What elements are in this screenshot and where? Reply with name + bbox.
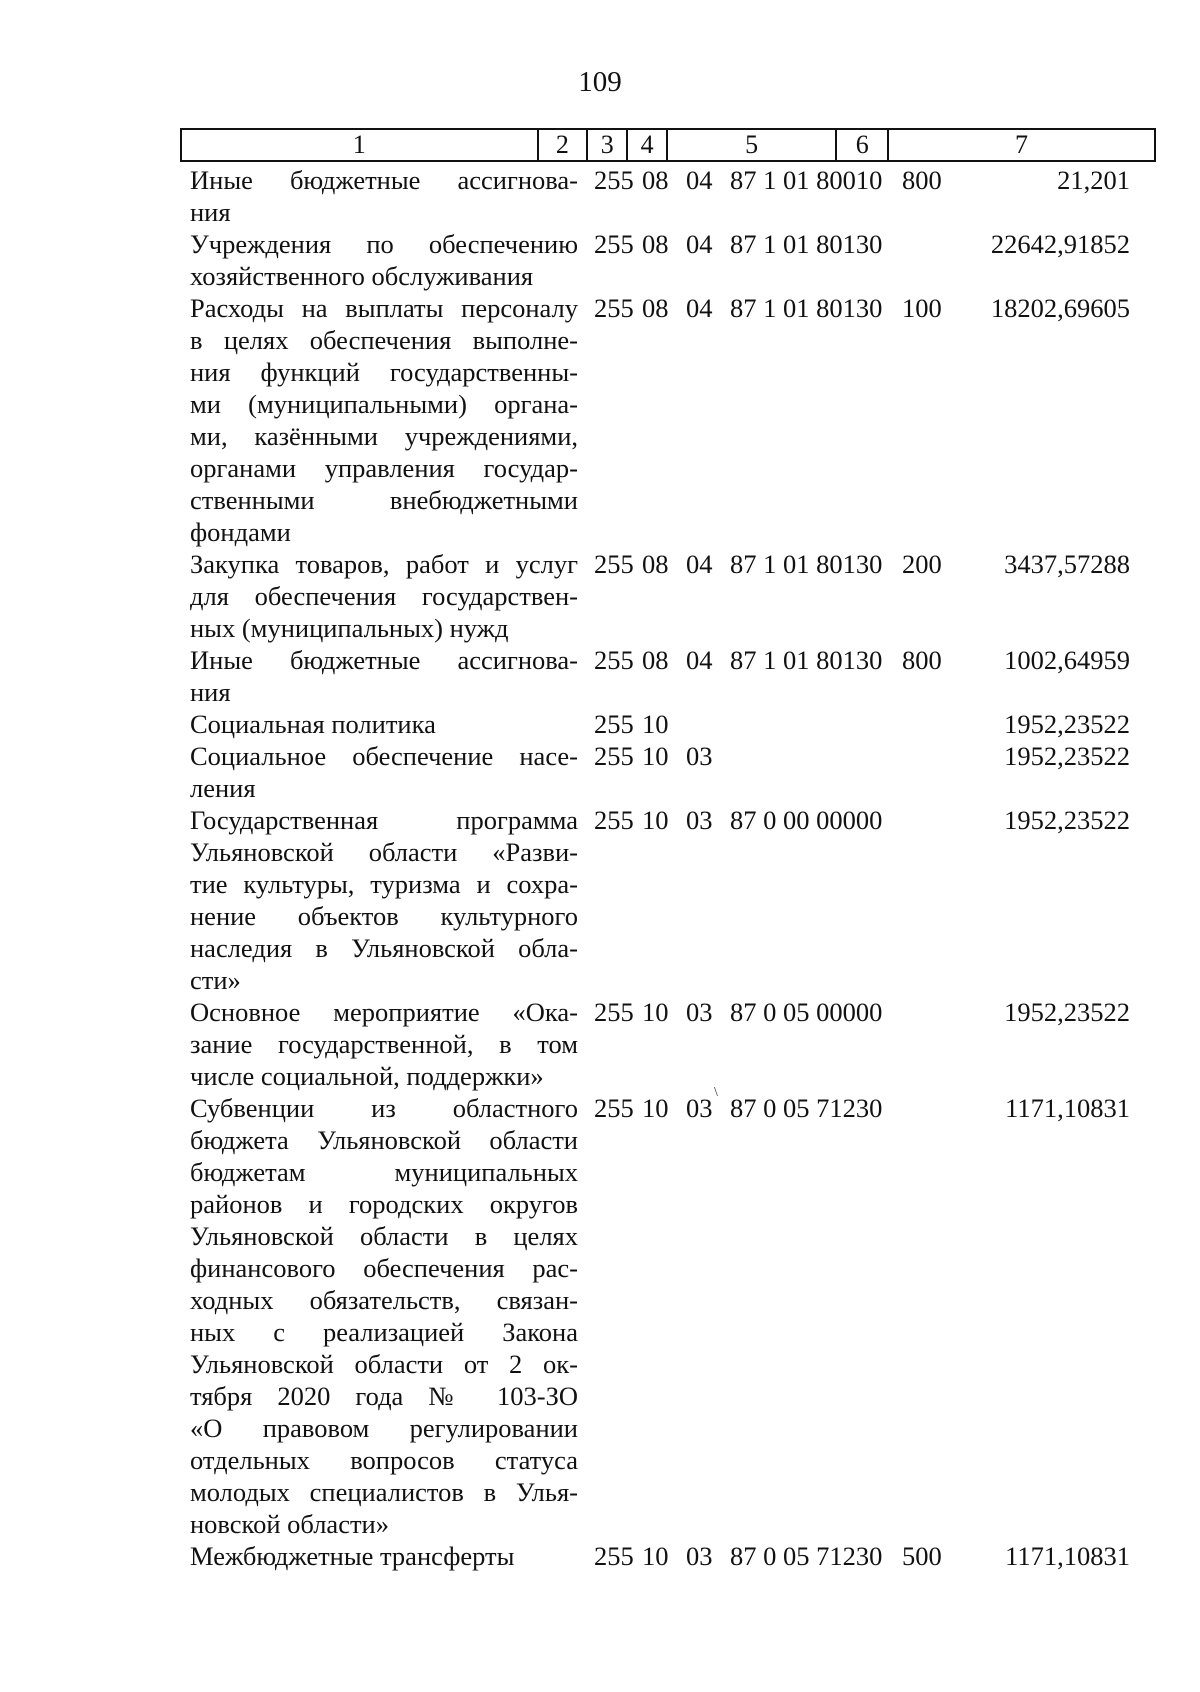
row-col-7: 1952,23522 bbox=[1004, 709, 1130, 739]
row-col-5: 87 1 01 80130 bbox=[730, 549, 883, 579]
row-name-line: Межбюджетные трансферты bbox=[190, 1541, 515, 1571]
row-name bbox=[190, 996, 578, 1092]
row-name-line: тие культуры, туризма и сохра- bbox=[190, 869, 578, 899]
row-col-5: 87 1 01 80010 bbox=[730, 165, 883, 195]
row-col-3: 10 bbox=[642, 997, 669, 1027]
table-row bbox=[190, 1540, 1190, 1572]
row-name-line: ния функций государственны- bbox=[190, 357, 578, 387]
row-name-line: для обеспечения государствен- bbox=[190, 581, 578, 611]
row-col-3: 08 bbox=[642, 293, 669, 323]
row-name-line: хозяйственного обслуживания bbox=[190, 261, 534, 291]
row-name-line: Закупка товаров, работ и услуг bbox=[190, 549, 578, 579]
row-col-3: 10 bbox=[642, 741, 669, 771]
row-name-line: Основное мероприятие «Ока- bbox=[190, 997, 578, 1027]
row-name bbox=[190, 1092, 578, 1540]
table-body bbox=[190, 164, 1190, 1572]
row-col-3: 08 bbox=[642, 165, 669, 195]
row-name-line: ления bbox=[190, 773, 256, 803]
row-col-7: 3437,57288 bbox=[1004, 549, 1130, 579]
row-name-line: ния bbox=[190, 677, 231, 707]
header-col-6: 6 bbox=[837, 130, 889, 160]
row-col-2: 255 bbox=[594, 709, 634, 739]
page-number: 109 bbox=[578, 66, 622, 98]
row-name-line: ми, казёнными учреждениями, bbox=[190, 421, 578, 451]
row-col-5 bbox=[730, 740, 902, 804]
row-col-7: 1952,23522 bbox=[1004, 805, 1130, 835]
row-col-6: 800 bbox=[902, 645, 942, 675]
row-name-line: наследия в Ульяновской обла- bbox=[190, 933, 578, 963]
row-name-line: органами управления государ- bbox=[190, 453, 578, 483]
header-col-2: 2 bbox=[539, 130, 589, 160]
row-name bbox=[190, 644, 578, 708]
row-col-6 bbox=[902, 804, 964, 996]
row-col-2: 255 bbox=[594, 805, 634, 835]
table-row bbox=[190, 1092, 1190, 1540]
row-col-6 bbox=[902, 228, 964, 292]
row-col-5: 87 0 00 00000 bbox=[730, 805, 883, 835]
row-name-line: зание государственной, в том bbox=[190, 1029, 578, 1059]
row-col-5: 87 1 01 80130 bbox=[730, 645, 883, 675]
row-col-3: 08 bbox=[642, 229, 669, 259]
row-col-6: 500 bbox=[902, 1541, 942, 1571]
row-col-6: 100 bbox=[902, 293, 942, 323]
table-row bbox=[190, 996, 1190, 1092]
row-name-line: Ульяновской области в целях bbox=[190, 1221, 578, 1251]
row-col-5: 87 1 01 80130 bbox=[730, 293, 883, 323]
row-name-line: ственными внебюджетными bbox=[190, 485, 578, 515]
header-col-1: 1 bbox=[182, 130, 539, 160]
row-col-5: 87 1 01 80130 bbox=[730, 229, 883, 259]
stray-mark: \ bbox=[714, 1085, 718, 1100]
row-name bbox=[190, 708, 578, 740]
row-col-7: 1002,64959 bbox=[1004, 645, 1130, 675]
row-name-line: Государственная программа bbox=[190, 805, 578, 835]
row-name-line: в целях обеспечения выполне- bbox=[190, 325, 578, 355]
row-col-6 bbox=[902, 740, 964, 804]
row-col-3: 10 bbox=[642, 1541, 669, 1571]
row-col-7: 1952,23522 bbox=[1004, 997, 1130, 1027]
row-name-line: районов и городских округов bbox=[190, 1189, 578, 1219]
row-col-4: 04 bbox=[686, 645, 713, 675]
row-name bbox=[190, 164, 578, 228]
row-col-4: 03 bbox=[686, 741, 713, 771]
row-name-line: тября 2020 года № 103-ЗО bbox=[190, 1381, 578, 1411]
table-row bbox=[190, 708, 1190, 740]
table-row bbox=[190, 804, 1190, 996]
row-name-line: Иные бюджетные ассигнова- bbox=[190, 165, 578, 195]
row-name bbox=[190, 804, 578, 996]
row-name-line: Ульяновской области «Разви- bbox=[190, 837, 578, 867]
row-col-5: 87 0 05 00000 bbox=[730, 997, 883, 1027]
row-name-line: Иные бюджетные ассигнова- bbox=[190, 645, 578, 675]
row-col-5 bbox=[730, 708, 902, 740]
row-name-line: ходных обязательств, связан- bbox=[190, 1285, 578, 1315]
table-row bbox=[190, 644, 1190, 708]
table-row bbox=[190, 292, 1190, 548]
row-col-7: 1952,23522 bbox=[1004, 741, 1130, 771]
row-name-line: отдельных вопросов статуса bbox=[190, 1445, 578, 1475]
row-col-4: 03 bbox=[686, 1541, 713, 1571]
row-name-line: фондами bbox=[190, 517, 291, 547]
row-col-4: 04 bbox=[686, 165, 713, 195]
row-name-line: Социальная политика bbox=[190, 709, 436, 739]
row-col-5: 87 0 05 71230 bbox=[730, 1093, 883, 1123]
row-name-line: ми (муниципальными) органа- bbox=[190, 389, 578, 419]
table-row bbox=[190, 228, 1190, 292]
row-name bbox=[190, 1540, 578, 1572]
row-name bbox=[190, 740, 578, 804]
row-col-2: 255 bbox=[594, 1541, 634, 1571]
table-row bbox=[190, 548, 1190, 644]
row-name-line: Субвенции из областного bbox=[190, 1093, 578, 1123]
row-col-6 bbox=[902, 996, 964, 1092]
header-col-4: 4 bbox=[628, 130, 668, 160]
row-col-6: 800 bbox=[902, 165, 942, 195]
row-col-7: 1171,10831 bbox=[1005, 1093, 1130, 1123]
header-col-3: 3 bbox=[588, 130, 628, 160]
row-col-5: 87 0 05 71230 bbox=[730, 1541, 883, 1571]
row-col-6 bbox=[902, 1092, 964, 1540]
row-name-line: Расходы на выплаты персоналу bbox=[190, 293, 578, 323]
row-col-2: 255 bbox=[594, 997, 634, 1027]
row-col-4: 03 bbox=[686, 997, 713, 1027]
header-col-7: 7 bbox=[1015, 130, 1029, 159]
row-col-4 bbox=[686, 708, 730, 740]
row-name-line: новской области» bbox=[190, 1509, 389, 1539]
row-name-line: числе социальной, поддержки» bbox=[190, 1061, 544, 1091]
row-col-7: 22642,91852 bbox=[990, 229, 1130, 259]
row-name-line: «О правовом регулировании bbox=[190, 1413, 578, 1443]
row-name-line: бюджета Ульяновской области bbox=[190, 1125, 578, 1155]
row-name-line: бюджетам муниципальных bbox=[190, 1157, 578, 1187]
row-col-4: 04 bbox=[686, 229, 713, 259]
row-col-6 bbox=[902, 708, 964, 740]
row-name bbox=[190, 228, 578, 292]
row-col-4: 04 bbox=[686, 293, 713, 323]
row-col-7: 18202,69605 bbox=[990, 293, 1130, 323]
row-col-2: 255 bbox=[594, 293, 634, 323]
row-name-line: Ульяновской области от 2 ок- bbox=[190, 1349, 578, 1379]
row-col-4: 04 bbox=[686, 549, 713, 579]
row-col-2: 255 bbox=[594, 549, 634, 579]
row-col-2: 255 bbox=[594, 165, 634, 195]
row-col-4: 03 bbox=[686, 1093, 713, 1123]
row-col-2: 255 bbox=[594, 229, 634, 259]
row-name-line: ных (муниципальных) нужд bbox=[190, 613, 509, 643]
row-name-line: нение объектов культурного bbox=[190, 901, 578, 931]
row-col-3: 08 bbox=[642, 549, 669, 579]
row-col-3: 08 bbox=[642, 645, 669, 675]
row-name bbox=[190, 292, 578, 548]
row-name-line: финансового обеспечения рас- bbox=[190, 1253, 578, 1283]
row-name bbox=[190, 548, 578, 644]
row-name-line: Социальное обеспечение насе- bbox=[190, 741, 578, 771]
row-col-3: 10 bbox=[642, 709, 669, 739]
row-col-2: 255 bbox=[594, 1093, 634, 1123]
table-row bbox=[190, 740, 1190, 804]
row-col-4: 03 bbox=[686, 805, 713, 835]
row-name-line: молодых специалистов в Улья- bbox=[190, 1477, 578, 1507]
row-name-line: сти» bbox=[190, 965, 241, 995]
row-name-line: ных с реализацией Закона bbox=[190, 1317, 578, 1347]
table-header bbox=[180, 128, 1156, 162]
row-col-3: 10 bbox=[642, 1093, 669, 1123]
row-name-line: ния bbox=[190, 197, 231, 227]
row-name-line: Учреждения по обеспечению bbox=[190, 229, 578, 259]
row-col-6: 200 bbox=[902, 549, 942, 579]
row-col-2: 255 bbox=[594, 645, 634, 675]
row-col-2: 255 bbox=[594, 741, 634, 771]
table-row bbox=[190, 164, 1190, 228]
row-col-7: 21,201 bbox=[1057, 165, 1130, 195]
row-col-3: 10 bbox=[642, 805, 669, 835]
header-col-5: 5 bbox=[668, 130, 837, 160]
row-col-7: 1171,10831 bbox=[1005, 1541, 1130, 1571]
